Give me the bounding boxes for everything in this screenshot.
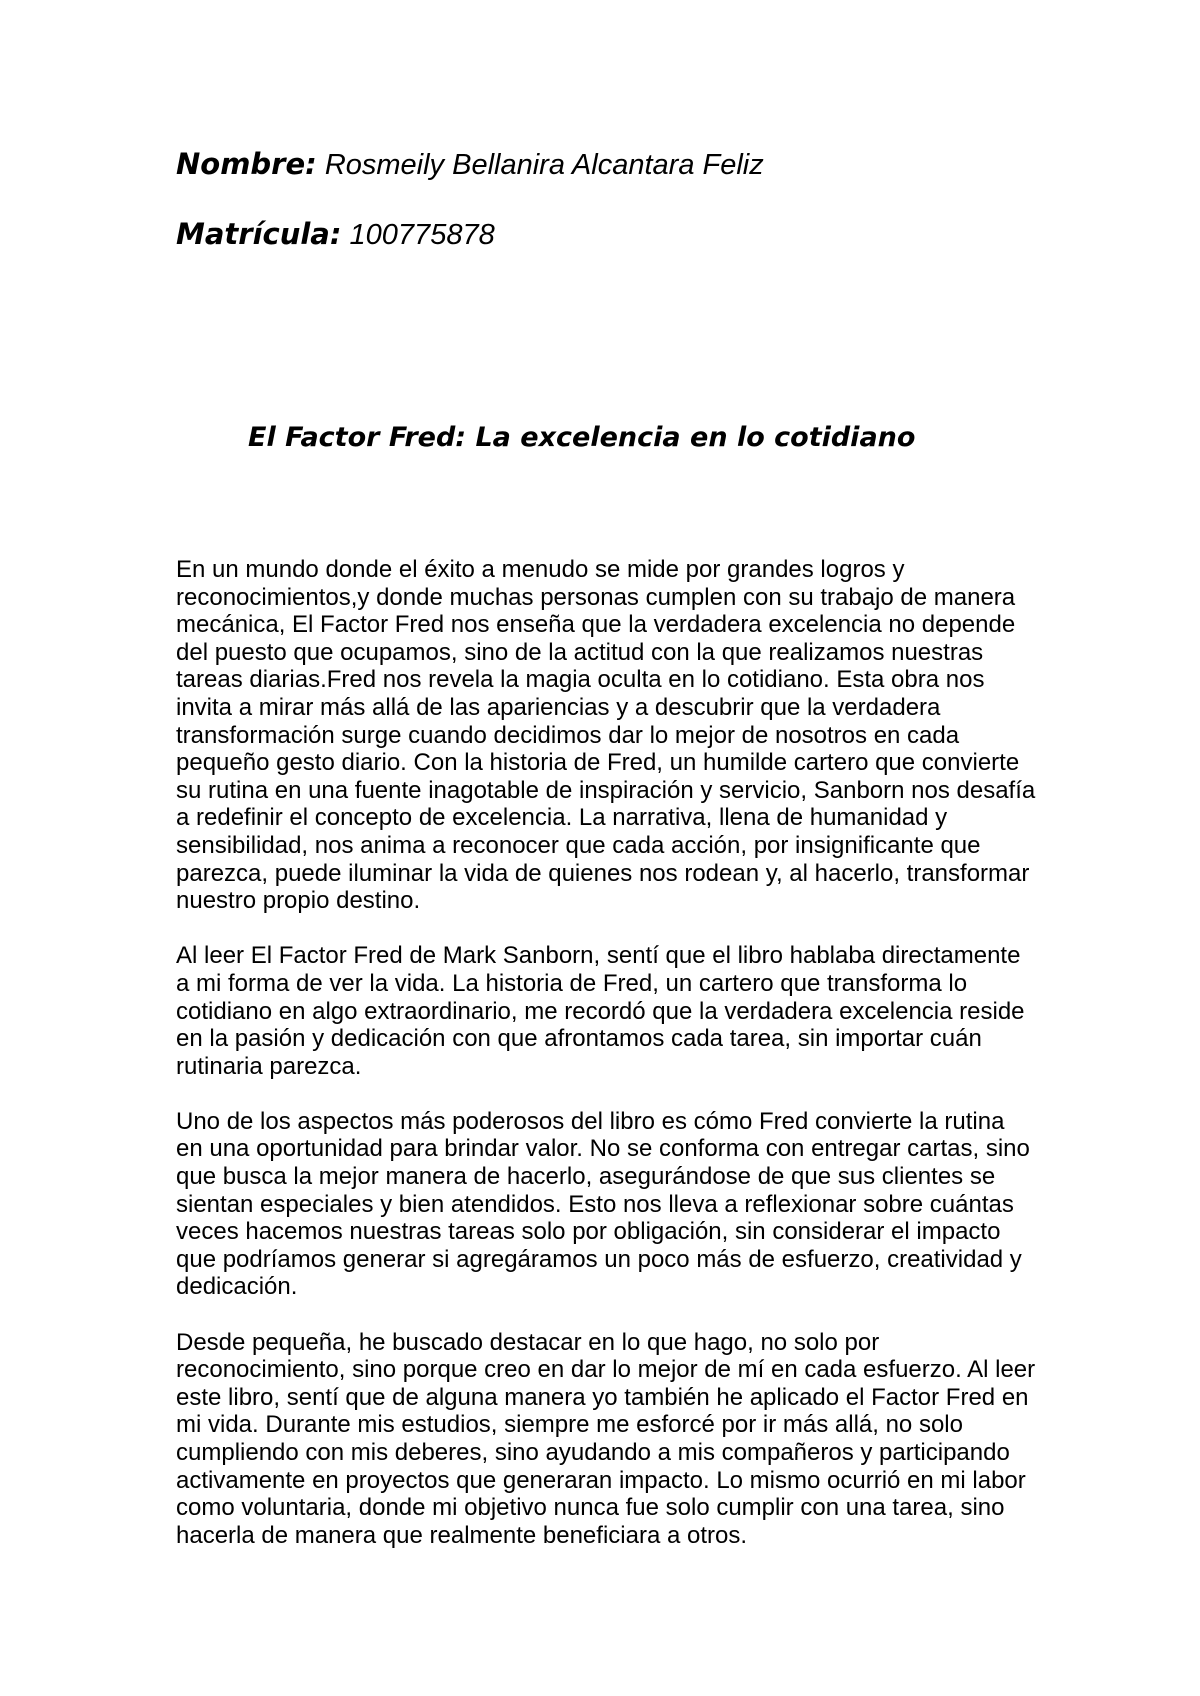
paragraph: Al leer El Factor Fred de Mark Sanborn, sentí que el libro hablaba directamente a mi forma de ver la vida. La historia de Fred, un cartero que transforma lo cotidiano en algo extraordinario, me recordó que la verdadera excelencia reside en la pasión y dedicación con que afrontamos cada tarea, sin importar cuán rutinaria parezca. bbox=[176, 942, 1025, 1080]
paragraph: Desde pequeña, he buscado destacar en lo que hago, no solo por reconocimiento, sino porque creo en dar lo mejor de mí en cada esfuerzo. Al leer este libro, sentí que de alguna manera yo también he aplicado el Factor Fred en mi vida. Durante mis estudios, siempre me esforcé por ir más allá, no solo cumpliendo con mis deberes, sino ayudando a mis compañeros y participando activamente en proyectos que generaran impacto. Lo mismo ocurrió en mi labor como voluntaria, donde mi objetivo nunca fue solo cumplir con una tarea, sino hacerla de manera que realmente beneficiara a otros. bbox=[176, 1328, 1036, 1549]
student-id-line bbox=[176, 216, 495, 253]
document-body bbox=[176, 556, 1036, 1577]
id-value: 100775878 bbox=[349, 219, 495, 251]
name-value: Rosmeily Bellanira Alcantara Feliz bbox=[324, 149, 764, 181]
student-name-line bbox=[176, 146, 764, 183]
paragraph: Uno de los aspectos más poderosos del libro es cómo Fred convierte la rutina en una oportunidad para brindar valor. No se conforma con entregar cartas, sino que busca la mejor manera de hacerlo, asegurándose de que sus clientes se sientan especiales y bien atendidos. Esto nos lleva a reflexionar sobre cuántas veces hacemos nuestras tareas solo por obligación, sin considerar el impacto que podríamos generar si agregáramos un poco más de esfuerzo, creatividad y dedicación. bbox=[176, 1107, 1030, 1301]
name-label: Nombre: bbox=[176, 147, 317, 181]
id-label: Matrícula: bbox=[176, 217, 342, 251]
paragraph: En un mundo donde el éxito a menudo se mide por grandes logros y reconocimientos,y donde muchas personas cumplen con su trabajo de manera mecánica, El Factor Fred nos enseña que la verdadera excelencia no depende del puesto que ocupamos, sino de la actitud con la que realizamos nuestras tareas diarias.Fred nos revela la magia oculta en lo cotidiano. Esta obra nos invita a mirar más allá de las apariencias y a descubrir que la verdadera transformación surge cuando decidimos dar lo mejor de nosotros en cada pequeño gesto diario. Con la historia de Fred, un humilde cartero que convierte su rutina en una fuente inagotable de inspiración y servicio, Sanborn nos desafía a redefinir el concepto de excelencia. La narrativa, llena de humanidad y sensibilidad, nos anima a reconocer que cada acción, por insignificante que parezca, puede iluminar la vida de quienes nos rodean y, al hacerlo, transformar nuestro propio destino. bbox=[176, 556, 1036, 915]
document-title: El Factor Fred: La excelencia en lo cotidiano bbox=[248, 422, 916, 453]
